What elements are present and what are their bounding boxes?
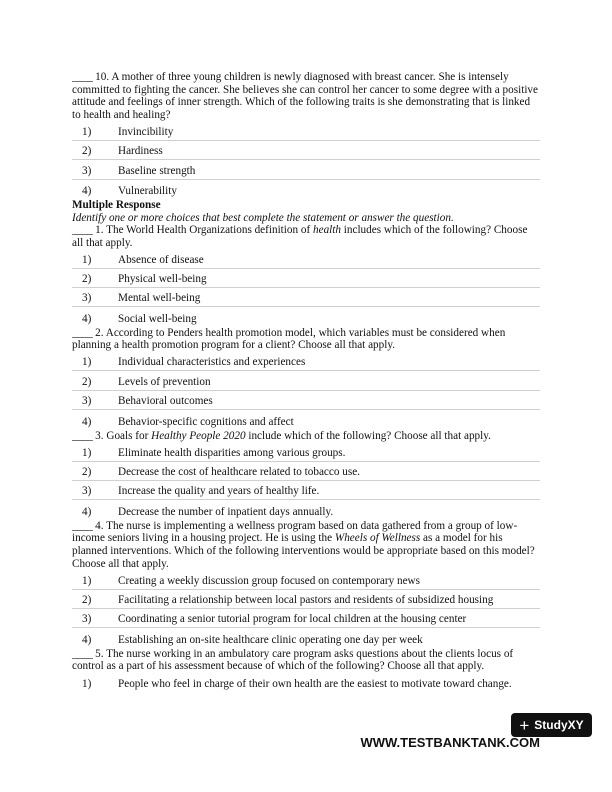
option-number: 3) [82,613,92,626]
question-10 [72,71,540,121]
option-row [72,481,540,500]
section-instruction: Identify one or more choices that best complete the statement or answer the question. [72,211,454,224]
option-text: Facilitating a relationship between local pastors and residents of subsidized housing [118,593,494,606]
option-text: Decrease the cost of healthcare related to tobacco use. [118,466,360,478]
question-stem: 3. Goals for [92,429,152,442]
question-stem: includes which of the following? Choose all that apply. [72,224,528,249]
option-number: 2) [82,466,92,478]
option-text: Vulnerability [118,184,177,197]
option-text: Establishing an on-site healthcare clinic operating one day per week [118,633,423,646]
option-number: 1) [82,446,92,459]
document-body [72,71,540,692]
option-text: Creating a weekly discussion group focused on contemporary news [118,574,420,587]
options-mr-2 [72,352,540,430]
answer-blank: ____ [72,429,93,442]
option-text: Social well-being [118,312,197,325]
option-number: 1) [82,574,92,587]
option-text: Invincibility [118,125,174,138]
option-number: 4) [82,184,92,197]
option-number: 3) [82,292,92,305]
option-row [72,442,540,461]
option-row [72,288,540,307]
question-mr-1 [72,224,540,249]
question-stem: as a model for his planned interventions. Which of the following interventions would be appropriate based on this model? Choose all that apply. [72,532,535,570]
answer-blank: ____ [72,71,93,83]
option-text: Behavioral outcomes [118,395,213,408]
option-text: Absence of disease [118,253,204,266]
option-row [72,269,540,288]
option-number: 4) [82,633,92,646]
question-mr-2 [72,327,540,352]
options-q10 [72,121,540,199]
option-text: Physical well-being [118,273,207,286]
answer-blank: ____ [72,519,93,532]
option-text: Individual characteristics and experiences [118,356,306,369]
section-heading: Multiple Response [72,198,161,211]
studyxy-label: StudyXY [534,718,584,732]
option-number: 1) [82,253,92,266]
option-text: People who feel in charge of their own health are the easiest to motivate toward change. [118,678,512,691]
plus-icon: + [519,715,530,735]
option-number: 2) [82,375,92,388]
option-row [72,570,540,589]
option-number: 3) [82,485,92,498]
option-text: Decrease the number of inpatient days annually. [118,505,334,518]
option-text: Mental well-being [118,292,201,305]
answer-blank: ____ [72,326,93,339]
footer-url: WWW.TESTBANKTANK.COM [360,735,540,750]
answer-blank: ____ [72,224,93,237]
option-text: Levels of prevention [118,375,211,388]
question-stem: 1. The World Health Organizations definition of [92,224,314,237]
option-row [72,352,540,371]
option-row [72,500,540,519]
option-row [72,180,540,199]
question-stem-emphasis: health [313,224,341,237]
options-mr-1 [72,249,540,327]
option-number: 1) [82,125,92,138]
option-text: Eliminate health disparities among various groups. [118,446,346,459]
option-number: 4) [82,312,92,325]
question-stem: 10. A mother of three young children is newly diagnosed with breast cancer. She is intensely committed to fighting the cancer. She believes she can control her cancer to some degree with a positive attitude and feelings of inner strength. Which of the following traits is she demonstrating that is linked to health and healing? [72,71,538,121]
option-row [72,410,540,429]
question-mr-3 [72,430,540,443]
option-row [72,391,540,410]
options-mr-4 [72,570,540,648]
question-stem: 5. The nurse working in an ambulatory care program asks questions about the clients locus of control as a part of his assessment because of which of the following? Choose all that apply. [72,647,514,673]
option-row [72,462,540,481]
option-number: 3) [82,395,92,408]
question-mr-4 [72,520,540,570]
option-row [72,121,540,140]
options-mr-5 [72,673,540,692]
option-text: Behavior-specific cognitions and affect [118,415,294,428]
studyxy-badge[interactable] [511,713,592,737]
option-row [72,141,540,160]
option-row [72,160,540,179]
option-number: 4) [82,415,92,428]
question-mr-5 [72,648,540,673]
option-number: 2) [82,273,92,286]
question-stem: include which of the following? Choose all that apply. [245,429,491,442]
option-row [72,249,540,268]
option-number: 2) [82,593,92,606]
option-text: Increase the quality and years of healthy life. [118,485,320,498]
option-number: 4) [82,505,92,518]
options-mr-3 [72,442,540,520]
question-stem-emphasis: Healthy People 2020 [151,429,246,442]
option-row [72,590,540,609]
option-number: 2) [82,145,92,158]
option-text: Coordinating a senior tutorial program for local children at the housing center [118,613,467,626]
question-stem: 4. The nurse is implementing a wellness program based on data gathered from a group of low-income seniors living in a housing project. He is using the [72,519,518,545]
question-stem: 2. According to Penders health promotion model, which variables must be considered when planning a health promotion program for a client? Choose all that apply. [72,326,506,352]
option-row [72,628,540,647]
option-number: 1) [82,356,92,369]
option-row [72,371,540,390]
answer-blank: ____ [72,647,93,660]
option-row [72,673,540,692]
option-text: Baseline strength [118,164,196,177]
option-text: Hardiness [118,145,163,158]
option-row [72,307,540,326]
question-stem-emphasis: Wheels of Wellness [334,532,421,545]
option-number: 3) [82,164,92,177]
option-number: 1) [82,678,92,691]
option-row [72,609,540,628]
